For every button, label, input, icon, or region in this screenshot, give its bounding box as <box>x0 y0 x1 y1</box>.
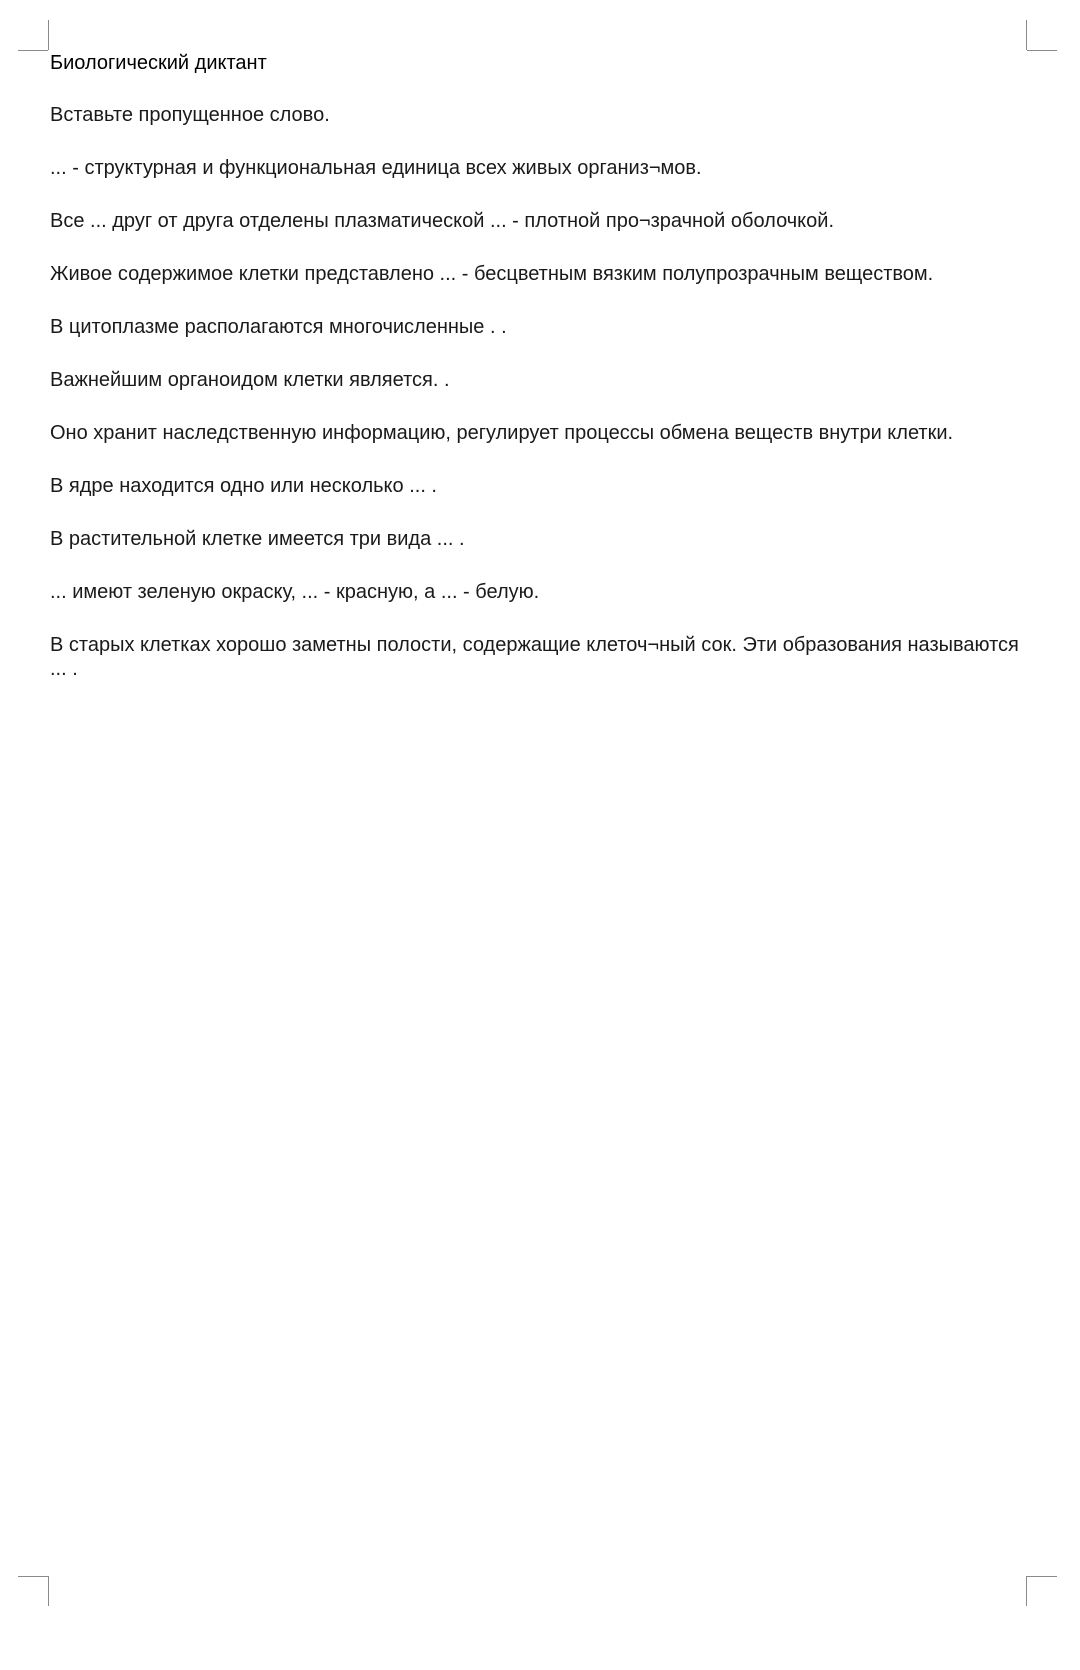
paragraph: В ядре находится одно или несколько ... . <box>50 475 437 497</box>
corner-mark-top-left-vertical <box>48 20 49 50</box>
paragraph: Все ... друг от друга отделены плазматической ... - плотной про¬зрачной оболочкой. <box>50 210 834 232</box>
corner-mark-bottom-left-horizontal <box>18 1576 48 1577</box>
paragraph: ... имеют зеленую окраску, ... - красную, а ... - белую. <box>50 581 540 603</box>
corner-mark-top-right-horizontal <box>1027 50 1057 51</box>
corner-mark-bottom-right-horizontal <box>1027 1576 1057 1577</box>
paragraph: Живое содержимое клетки представлено ... - бесцветным вязким полупрозрачным веществом. <box>50 263 934 285</box>
corner-mark-top-right-vertical <box>1026 20 1027 50</box>
paragraph: ... - структурная и функциональная единица всех живых организ¬мов. <box>50 157 702 179</box>
document-body[interactable] <box>50 50 1020 710</box>
corner-mark-bottom-left-vertical <box>48 1576 49 1606</box>
paragraph-instruction: Вставьте пропущенное слово. <box>50 104 330 126</box>
document-title: Биологический диктант <box>50 52 267 74</box>
paragraph: В старых клетках хорошо заметны полости, содержащие клеточ¬ный сок. Эти образования называются ... . <box>50 634 1019 680</box>
paragraph: Оно хранит наследственную информацию, регулирует процессы обмена веществ внутри клетки. <box>50 422 954 444</box>
corner-mark-bottom-right-vertical <box>1026 1576 1027 1606</box>
paragraph: Важнейшим органоидом клетки является. . <box>50 369 450 391</box>
corner-mark-top-left-horizontal <box>18 50 48 51</box>
paragraph: В цитоплазме располагаются многочисленные . . <box>50 316 507 338</box>
paragraph: В растительной клетке имеется три вида ... . <box>50 528 465 550</box>
